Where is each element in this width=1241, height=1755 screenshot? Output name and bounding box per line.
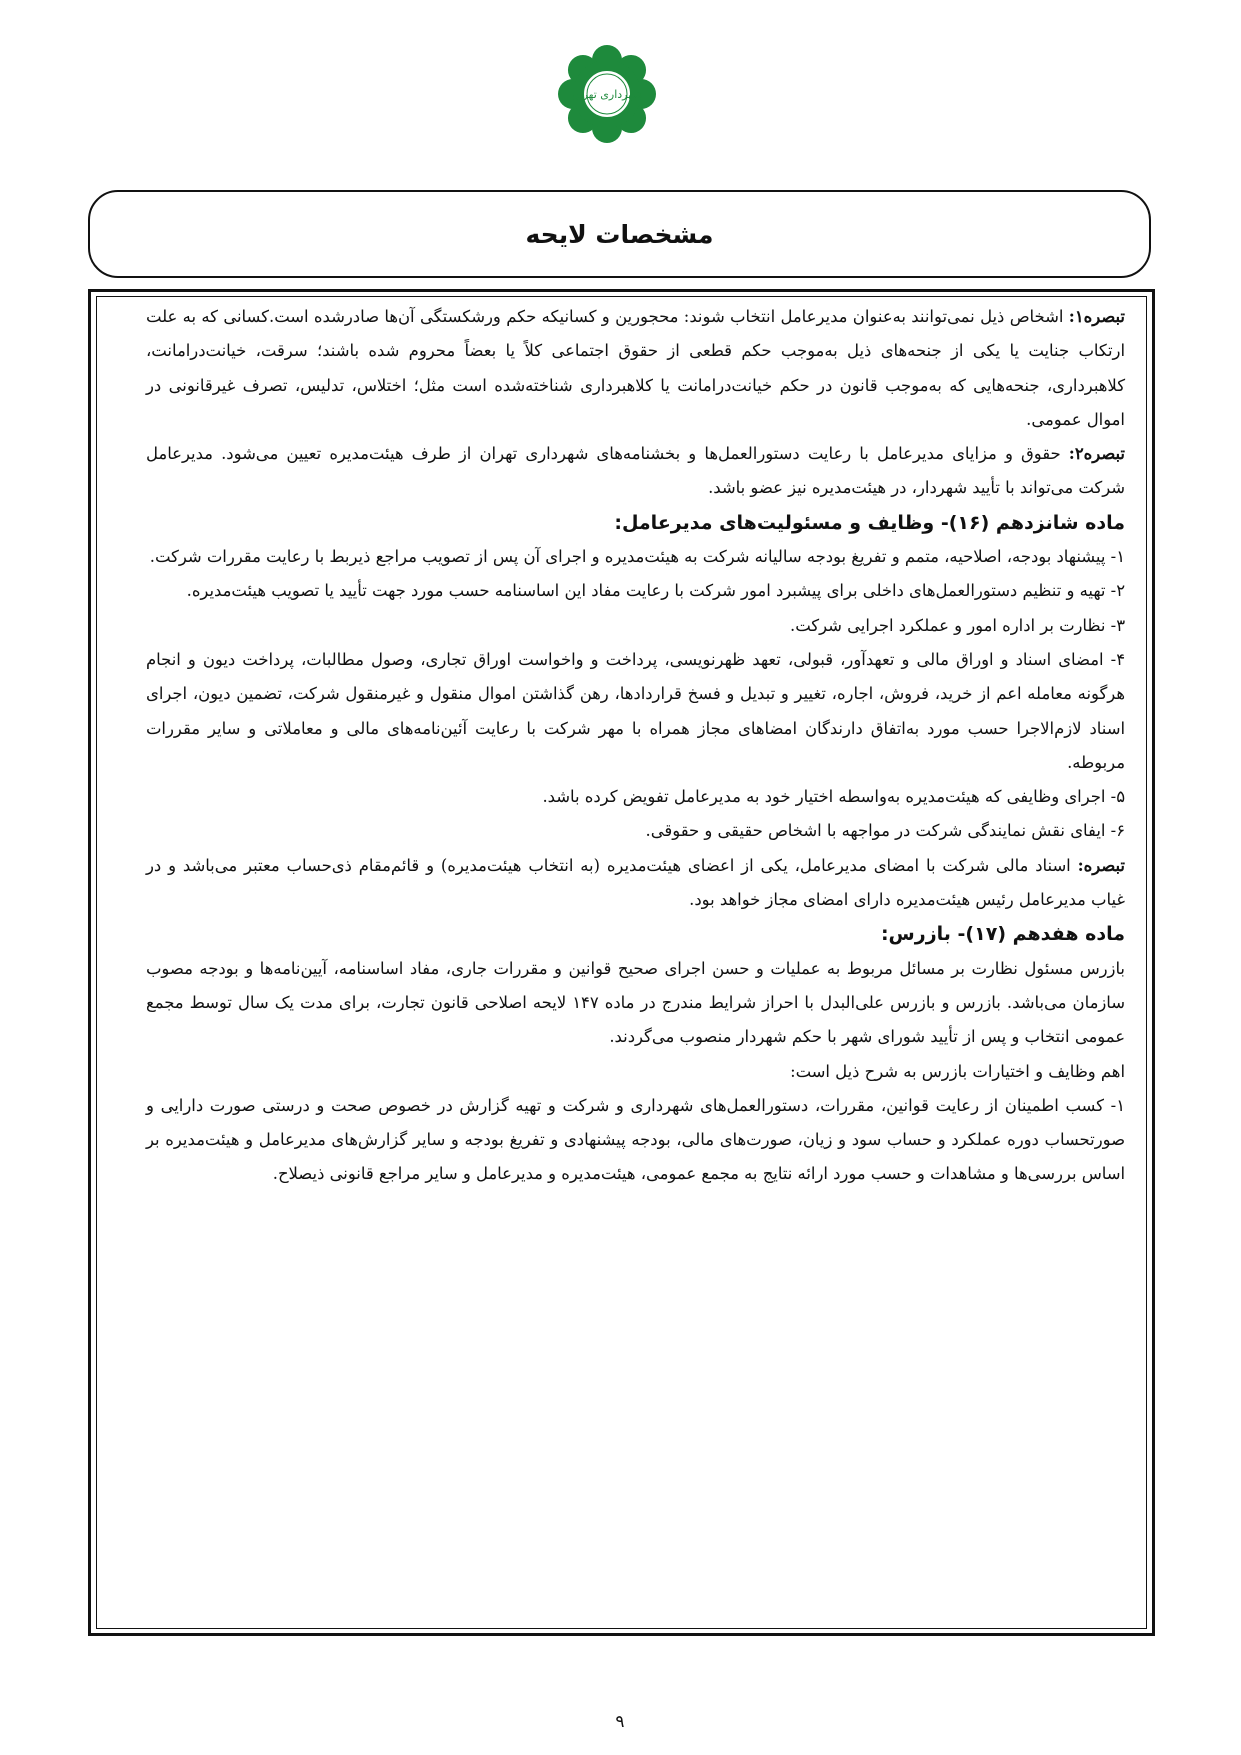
municipality-logo xyxy=(555,42,659,146)
note-label: تبصره۱: xyxy=(1068,307,1125,326)
article-17-item-1: ۱- کسب اطمینان از رعایت قوانین، مقررات، دستورالعمل‌های شهرداری و شرکت و تهیه گزارش در خصوص صحت و درستی صورت دارایی و صورتحساب دوره عملکرد و حساب سود و زیان، صورت‌های مالی، بودجه پیشنهادی و تفریغ بودجه و سایر گزارش‌های مدیرعامل و هیئت‌مدیره بر اساس بررسی‌ها و مشاهدات و حسب مورد ارائه نتایج به مجمع عمومی، هیئت‌مدیره و مدیرعامل و سایر مراجع قانونی ذیصلاح. xyxy=(146,1095,1125,1184)
note-1 xyxy=(146,300,1125,437)
article-16-item-3: ۳- نظارت بر اداره امور و عملکرد اجرایی شرکت. xyxy=(790,615,1125,635)
article-16-item-6: ۶- ایفای نقش نمایندگی شرکت در مواجهه با اشخاص حقیقی و حقوقی. xyxy=(645,821,1125,841)
document-body xyxy=(146,300,1125,1192)
note-label: تبصره: xyxy=(1077,855,1125,875)
article-17-duties-intro: اهم وظایف و اختیارات بازرس به شرح ذیل است: xyxy=(790,1061,1125,1081)
logo-caption: شهرداری تهران xyxy=(571,88,643,101)
article-16-item-2: ۲- تهیه و تنظیم دستورالعمل‌های داخلی برای پیشبرد امور شرکت با رعایت مفاد این اساسنامه حسب مورد جهت تأیید یا تصویب هیئت‌مدیره. xyxy=(186,581,1125,601)
page-number: ۹ xyxy=(615,1712,625,1732)
note-text: اسناد مالی شرکت با امضای مدیرعامل، یکی از اعضای هیئت‌مدیره (به انتخاب هیئت‌مدیره) و قائم‌مقام ذی‌حساب معتبر می‌باشد و در غیاب مدیرعامل رئیس هیئت‌مدیره دارای امضای مجاز خواهد بود. xyxy=(146,855,1125,910)
note-text: اشخاص ذیل نمی‌توانند به‌عنوان مدیرعامل انتخاب شوند: محجورین و کسانیکه حکم ورشکستگی آن‌ها صادرشده است.کسانی که به علت ارتکاب جنایت یا یکی از جنحه‌های ذیل به‌موجب حکم قطعی از حقوق اجتماعی کلاً یا بعضاً محروم شده باشند؛ سرقت، خیانت‌درامانت، کلاهبرداری، جنحه‌هایی که به‌موجب قانون در حکم خیانت‌درامانت یا کلاهبرداری شناخته‌شده است مثل؛ اختلاس، تدلیس، تصرف غیرقانونی در اموال عمومی. xyxy=(146,307,1125,429)
article-17-heading: ماده هفدهم (۱۷)- بازرس: xyxy=(880,923,1125,946)
title-box xyxy=(88,190,1151,278)
article-16-item-1: ۱- پیشنهاد بودجه، اصلاحیه، متمم و تفریغ بودجه سالیانه شرکت به هیئت‌مدیره و اجرای آن پس از تصویب مراجع ذیربط با رعایت مقررات شرکت. xyxy=(149,547,1125,567)
article-16-item-4: ۴- امضای اسناد و اوراق مالی و تعهدآور، قبولی، تعهد ظهرنویسی، پرداخت و واخواست اوراق تجاری، وصول مطالبات، پرداخت دیون و انجام هرگونه معامله اعم از خرید، فروش، اجاره، تغییر و تبدیل و فسخ قراردادها، رهن گذاشتن اموال منقول و غیرمنقول شرکت، تضمین دیون، اجرای اسناد لازم‌الاجرا حسب مورد به‌اتفاق دارندگان امضاهای مجاز همراه با مهر شرکت با رعایت آئین‌نامه‌های مالی و معاملاتی و سایر مقررات مربوطه. xyxy=(146,649,1125,772)
article-16-note xyxy=(146,849,1125,918)
article-17-paragraph: بازرس مسئول نظارت بر مسائل مربوط به عملیات و حسن اجرای صحیح قوانین و مقررات جاری، مفاد اساسنامه، آیین‌نامه‌ها و بودجه مصوب سازمان می‌باشد. بازرس و بازرس علی‌البدل با احراز شرایط مندرج در ماده ۱۴۷ لایحه اصلاحی قانون تجارت، برای مدت یک سال توسط مجمع عمومی انتخاب و پس از تأیید شورای شهر با حکم شهردار منصوب می‌گردند. xyxy=(146,958,1125,1047)
note-label: تبصره۲: xyxy=(1068,444,1125,464)
page-title: مشخصات لایحه xyxy=(525,219,714,249)
flower-emblem-icon xyxy=(555,42,659,146)
article-16-heading: ماده شانزدهم (۱۶)- وظایف و مسئولیت‌های مدیرعامل: xyxy=(614,511,1125,534)
note-2 xyxy=(146,437,1125,506)
article-16-item-5: ۵- اجرای وظایفی که هیئت‌مدیره به‌واسطه اختیار خود به مدیرعامل تفویض کرده باشد. xyxy=(542,787,1125,807)
note-text: حقوق و مزایای مدیرعامل با رعایت دستورالعمل‌ها و بخشنامه‌های شهرداری تهران از طرف هیئت‌مدیره تعیین می‌شود. مدیرعامل شرکت می‌تواند با تأیید شهردار، در هیئت‌مدیره نیز عضو باشد. xyxy=(146,444,1125,498)
